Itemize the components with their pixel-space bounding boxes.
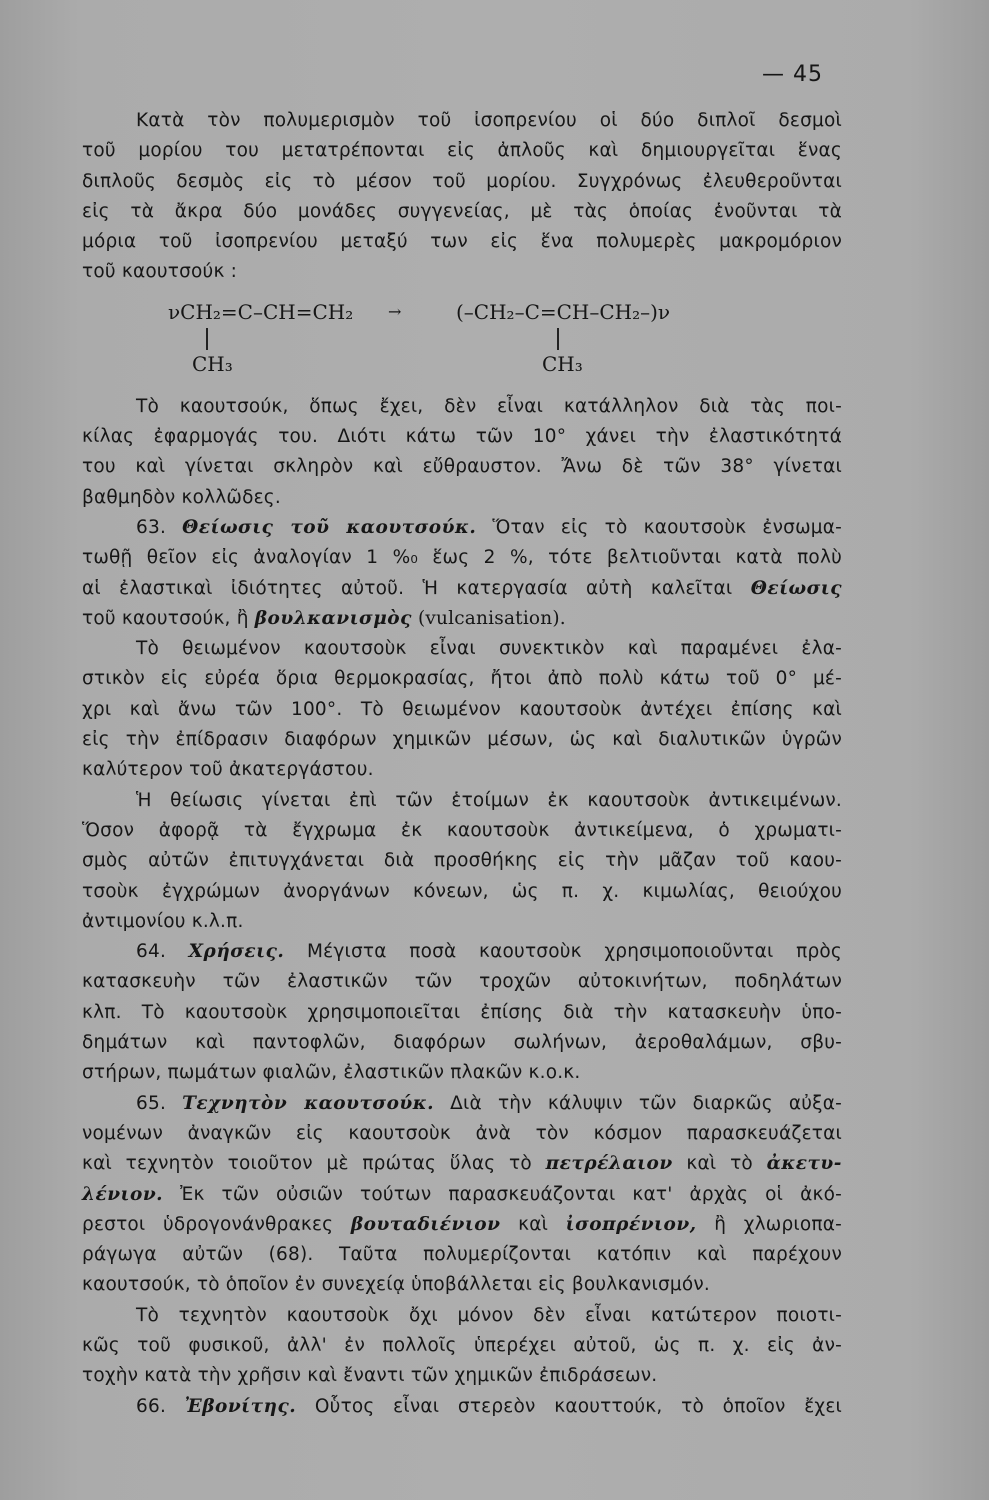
text-line: στικὸν εἰς εὐρέα ὅρια θερμοκρασίας, ἤτοι ἀπὸ πολὺ κάτω τοῦ 0° μέ-: [82, 668, 842, 690]
text-line: τωθῇ θεῖον εἰς ἀναλογίαν 1 %₀ ἕως 2 %, τότε βελτιοῦνται κατὰ πολὺ: [82, 547, 842, 569]
text-line: Τὸ θειωμένον καουτσοὺκ εἶναι συνεκτικὸν καὶ παραμένει ἐλα-: [136, 638, 842, 660]
formula-right: (–CH₂–C=CH–CH₂–)ν: [456, 299, 671, 324]
text-span: Οὗτος εἶναι στερεὸν καουττούκ, τὸ ὁποῖον ἔχει: [314, 1395, 842, 1417]
text-line: σμὸς αὐτῶν ἐπιτυγχάνεται διὰ προσθήκης εἰς τὴν μᾶζαν τοῦ καου-: [82, 850, 842, 872]
text-line: βαθμηδὸν κολλῶδες.: [82, 486, 281, 508]
text-line: νομένων ἀναγκῶν εἰς καουτσοὺκ ἀνὰ τὸν κόσμον παρασκευάζεται: [82, 1122, 842, 1144]
section-64-heading-line: [82, 937, 842, 967]
text-span: αἱ ἐλαστικαὶ ἰδιότητες αὐτοῦ. Ἡ κατεργασία αὐτὴ καλεῖται: [82, 577, 733, 599]
text-span: καὶ: [518, 1213, 549, 1235]
text-span: ρεστοι ὑδρογονάνθρακες: [82, 1213, 334, 1235]
formula-arrow: →: [388, 301, 402, 321]
text-line: δημάτων καὶ παντοφλῶν, διαφόρων σωλήνων, ἀεροθαλάμων, σβυ-: [82, 1032, 842, 1054]
text-line: Κατὰ τὸν πολυμερισμὸν τοῦ ἰσοπρενίου οἱ δύο διπλοῖ δεσμοὶ: [136, 110, 842, 131]
formula-left: νCH₂=C–CH=CH₂: [168, 299, 354, 324]
text-line: κλπ. Τὸ καουτσοὺκ χρησιμοποιεῖται ἐπίσης διὰ τὴν κατασκευὴν ὑπο-: [82, 1001, 842, 1023]
polymerization-formula: [82, 300, 842, 390]
text-line: Ὅσον ἀφορᾷ τὰ ἔγχρωμα ἐκ καουτσοὺκ ἀντικείμενα, ὁ χρωματι-: [82, 819, 842, 841]
text-line: χρι καὶ ἄνω τῶν 100°. Τὸ θειωμένον καουτσοὺκ ἀντέχει ἐπίσης καὶ: [82, 698, 842, 720]
text-line: εἰς τὴν ἐπίδρασιν διαφόρων χημικῶν μέσων, ὡς καὶ διαλυτικῶν ὑγρῶν: [82, 729, 842, 751]
page-number: — 45: [762, 62, 823, 87]
emphasized-term: Θείωσις: [750, 577, 842, 599]
section-title: Χρήσεις.: [188, 941, 285, 963]
body-text: [82, 106, 842, 1422]
text-line: [82, 604, 842, 634]
text-line: διπλοῦς δεσμὸς εἰς τὸ μέσον τοῦ μορίου. Συγχρόνως ἐλευθεροῦνται: [82, 170, 842, 192]
text-line: του καὶ γίνεται σκληρὸν καὶ εὔθραυστον. Ἄνω δὲ τῶν 38° γίνεται: [82, 456, 842, 478]
text-line: τοῦ καουτσούκ :: [82, 261, 238, 283]
text-line: τοχὴν κατὰ τὴν χρῆσιν καὶ ἔναντι τῶν χημικῶν ἐπιδράσεων.: [82, 1365, 658, 1387]
text-line: Τὸ καουτσούκ, ὅπως ἔχει, δὲν εἶναι κατάλληλον διὰ τὰς ποι-: [136, 395, 842, 417]
text-line: εἰς τὰ ἄκρα δύο μονάδες συγγενείας, μὲ τὰς ὁποίας ἑνοῦνται τὰ: [82, 200, 842, 222]
text-span: ἢ χλωριοπα-: [714, 1213, 842, 1235]
text-span: καὶ τὸ: [686, 1153, 753, 1175]
text-line: κατασκευὴν τῶν ἐλαστικῶν τῶν τροχῶν αὐτοκινήτων, ποδηλάτων: [82, 971, 842, 993]
formula-methyl-right: CH₃: [542, 351, 583, 376]
section-title: Ἐβονίτης.: [184, 1395, 297, 1417]
text-span: Μέγιστα ποσὰ καουτσοὺκ χρησιμοποιοῦνται πρὸς: [306, 941, 842, 963]
formula-bond-right: [557, 328, 559, 350]
text-line: Τὸ τεχνητὸν καουτσοὺκ ὄχι μόνον δὲν εἶναι κατώτερον ποιοτι-: [136, 1304, 842, 1326]
text-span: Ὅταν εἰς τὸ καουτσοὺκ ἐνσωμα-: [492, 516, 842, 538]
text-line: [82, 574, 842, 604]
emphasized-term: ἰσοπρένιον,: [565, 1213, 697, 1235]
text-line: τοῦ μορίου του μετατρέπονται εἰς ἀπλοῦς καὶ δημιουργεῖται ἕνας: [82, 140, 842, 162]
section-title: Θείωσις τοῦ καουτσούκ.: [182, 516, 477, 538]
text-line: ράγωγα αὐτῶν (68). Ταῦτα πολυμερίζονται κατόπιν καὶ παρέχουν: [82, 1244, 842, 1266]
text-line: ἀντιμονίου κ.λ.π.: [82, 910, 244, 932]
section-number: 65.: [136, 1092, 167, 1114]
section-number: 64.: [136, 941, 167, 963]
section-65-heading-line: [82, 1089, 842, 1119]
text-line: καουτσούκ, τὸ ὁποῖον ἐν συνεχείᾳ ὑποβάλλεται εἰς βουλκανισμόν.: [82, 1274, 711, 1296]
text-line: κίλας ἐφαρμογάς του. Διότι κάτω τῶν 10° χάνει τὴν ἐλαστικότητά: [82, 426, 842, 448]
text-span: καὶ τεχνητὸν τοιοῦτον μὲ πρώτας ὕλας τὸ: [82, 1153, 532, 1175]
formula-methyl-left: CH₃: [192, 351, 233, 376]
text-span: τοῦ καουτσούκ, ἢ: [82, 607, 249, 629]
emphasized-term: ἀκετυ-: [766, 1153, 842, 1175]
section-title: Τεχνητὸν καουτσούκ.: [182, 1092, 435, 1114]
text-line: [82, 1149, 842, 1179]
emphasized-term: βουταδιένιον: [350, 1213, 501, 1235]
text-line: κῶς τοῦ φυσικοῦ, ἀλλ' ἐν πολλοῖς ὑπερέχει αὐτοῦ, ὡς π. χ. εἰς ἀν-: [82, 1334, 842, 1356]
text-span: Διὰ τὴν κάλυψιν τῶν διαρκῶς αὐξα-: [450, 1092, 842, 1114]
text-line: Ἡ θείωσις γίνεται ἐπὶ τῶν ἑτοίμων ἐκ καουτσοὺκ ἀντικειμένων.: [136, 789, 842, 811]
section-63-heading-line: [82, 513, 842, 543]
formula-bond-left: [206, 328, 208, 350]
emphasized-term: λένιον.: [82, 1183, 164, 1205]
emphasized-term: βουλκανισμὸς: [254, 607, 412, 629]
text-line: στήρων, πωμάτων φιαλῶν, ἐλαστικῶν πλακῶν κ.ο.κ.: [82, 1062, 581, 1084]
text-line: [82, 1210, 842, 1240]
section-number: 66.: [136, 1395, 167, 1417]
text-line: [82, 1180, 842, 1210]
text-line: καλύτερον τοῦ ἀκατεργάστου.: [82, 759, 374, 781]
text-line: μόρια τοῦ ἰσοπρενίου μεταξύ των εἰς ἕνα πολυμερὲς μακρομόριον: [82, 231, 842, 253]
section-number: 63.: [136, 516, 167, 538]
text-line: τσοὺκ ἐγχρώμων ἀνοργάνων κόνεων, ὡς π. χ. κιμωλίας, θειούχου: [82, 880, 842, 902]
text-span: Ἐκ τῶν οὐσιῶν τούτων παρασκευάζονται κατ' ἀρχὰς οἱ ἀκό-: [180, 1183, 842, 1205]
emphasized-term: πετρέλαιον: [545, 1153, 673, 1175]
section-66-heading-line: [82, 1392, 842, 1422]
text-span: (vulcanisation).: [417, 607, 566, 629]
